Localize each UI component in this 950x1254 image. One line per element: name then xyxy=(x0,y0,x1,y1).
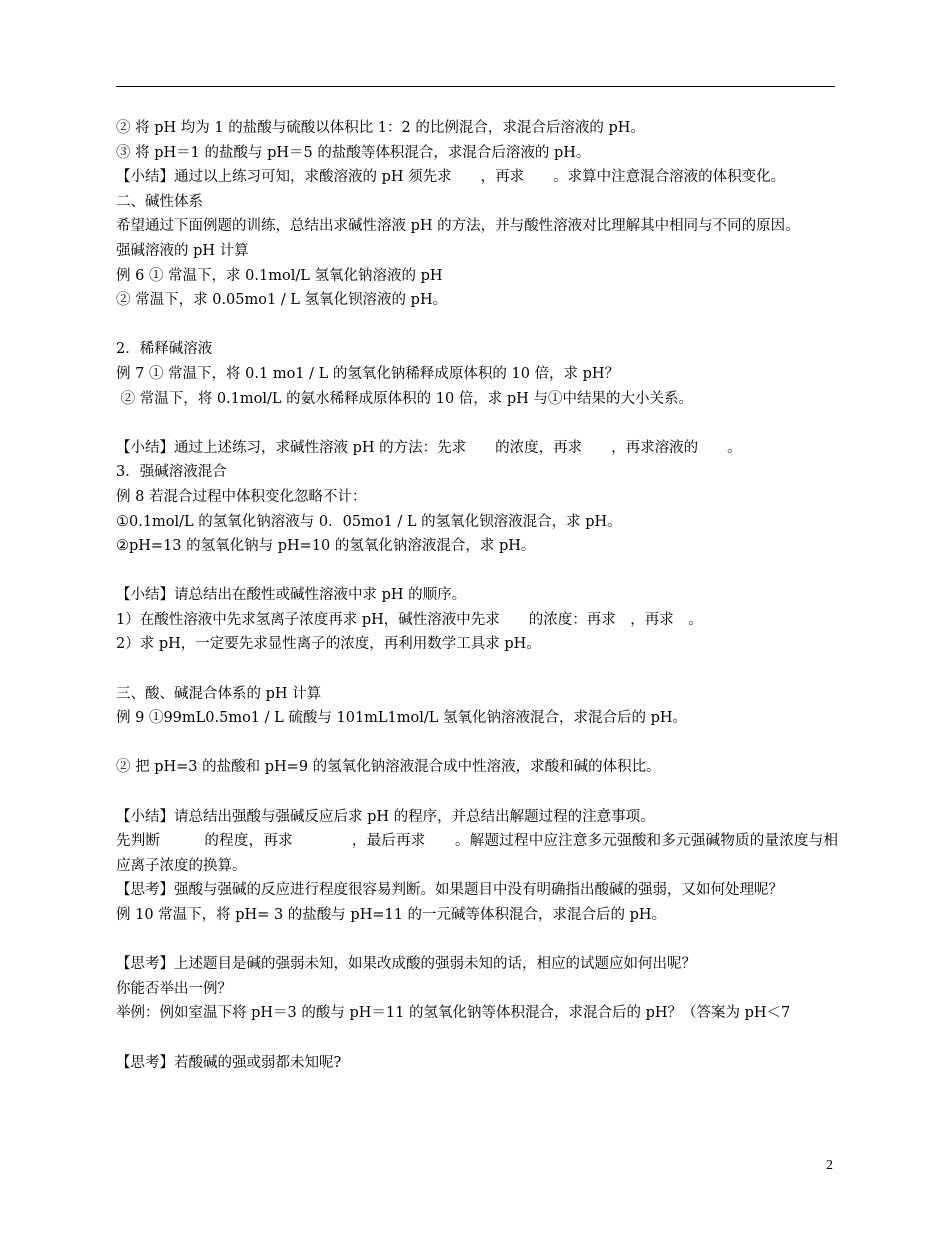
subsection-heading: 强碱溶液的 pH 计算 xyxy=(116,242,249,259)
paragraph: 希望通过下面例题的训练，总结出求碱性溶液 pH 的方法，并与酸性溶液对比理解其中相同与不同的原因。 xyxy=(116,218,800,235)
section-heading: 二、碱性体系 xyxy=(116,193,203,210)
page-number: 2 xyxy=(826,1158,833,1173)
summary-line: 【小结】请总结出在酸性或碱性溶液中求 pH 的顺序。 xyxy=(116,587,467,604)
header-rule xyxy=(116,86,835,87)
example-line: 例 6 ① 常温下，求 0.1mol/L 氢氧化钠溶液的 pH xyxy=(116,267,443,284)
text-line: 你能否举出一例？ xyxy=(116,980,232,997)
example-line: ①0.1mol/L 的氢氧化钠溶液与 0．05mo1 / L 的氢氧化钡溶液混合，求 pH。 xyxy=(116,513,622,530)
text-line: ② 将 pH 均为 1 的盐酸与硫酸以体积比 1：2 的比例混合，求混合后溶液的 pH。 xyxy=(116,120,645,136)
text-line: 2）求 pH，一定要先求显性离子的浓度，再利用数学工具求 pH。 xyxy=(116,636,541,653)
blank-line xyxy=(116,559,838,584)
blank-line xyxy=(116,780,838,805)
text-line: 举例：例如室温下将 pH＝3 的酸与 pH＝11 的氢氧化钠等体积混合，求混合后的 pH？（答案为 pH＜7 xyxy=(116,1005,791,1022)
think-paragraph: 【思考】强酸与强碱的反应进行程度很容易判断。如果题目中没有明确指出酸碱的强弱，又如何处理呢？ xyxy=(116,882,783,899)
blank-line xyxy=(116,657,838,682)
example-line: 例 10 常温下，将 pH= 3 的盐酸与 pH=11 的一元碱等体积混合，求混合后的 pH。 xyxy=(116,907,667,923)
paragraph: 先判断 的程度，再求 ，最后再求 。解题过程中应注意多元强酸和多元强碱物质的量浓度与相应离子浓度的换算。 xyxy=(116,833,838,874)
blank-line xyxy=(116,411,838,436)
example-line: ② 常温下，将 0.1mol/L 的氨水稀释成原体积的 10 倍，求 pH 与①中结果的大小关系。 xyxy=(116,390,693,407)
example-line: ② 常温下，求 0.05mo1 / L 氢氧化钡溶液的 pH。 xyxy=(116,292,448,309)
blank-line xyxy=(116,928,838,953)
example-line: ②pH=13 的氢氧化钠与 pH=10 的氢氧化钠溶液混合，求 pH。 xyxy=(116,538,536,555)
subsection-heading: 3．强碱溶液混合 xyxy=(116,464,227,481)
blank-line xyxy=(116,731,838,756)
example-line: ② 把 pH=3 的盐酸和 pH=9 的氢氧化钠溶液混合成中性溶液，求酸和碱的体积比。 xyxy=(116,759,661,776)
example-line: 例 9 ①99mL0.5mo1 / L 硫酸与 101mL1mol/L 氢氧化钠溶液混合，求混合后的 pH。 xyxy=(116,710,688,727)
summary-line: 【小结】请总结出强酸与强碱反应后求 pH 的程序，并总结出解题过程的注意事项。 xyxy=(116,808,655,825)
think-line: 【思考】若酸碱的强或弱都未知呢? xyxy=(116,1054,342,1071)
text-line: ③ 将 pH＝1 的盐酸与 pH＝5 的盐酸等体积混合，求混合后溶液的 pH。 xyxy=(116,144,591,161)
subsection-heading: 2．稀释碱溶液 xyxy=(116,341,213,358)
example-line: 例 7 ① 常温下，将 0.1 mo1 / L 的氢氧化钠稀释成原体积的 10 倍，求 pH？ xyxy=(116,365,620,382)
blank-line xyxy=(116,313,838,338)
think-line: 【思考】上述题目是碱的强弱未知，如果改成酸的强弱未知的话，相应的试题应如何出呢？ xyxy=(116,956,696,973)
section-heading: 三、酸、碱混合体系的 pH 计算 xyxy=(116,685,322,702)
blank-line xyxy=(116,1026,838,1051)
document-body xyxy=(116,116,838,1075)
summary-line: 【小结】通过以上练习可知，求酸溶液的 pH 须先求 ，再求 。求算中注意混合溶液的体积变化。 xyxy=(116,169,786,186)
example-line: 例 8 若混合过程中体积变化忽略不计： xyxy=(116,488,367,505)
text-line: 1）在酸性溶液中先求氢离子浓度再求 pH，碱性溶液中先求 的浓度：再求 ，再求 。 xyxy=(116,611,703,628)
summary-line: 【小结】通过上述练习，求碱性溶液 pH 的方法：先求 的浓度，再求 ，再求溶液的 。 xyxy=(116,439,742,456)
